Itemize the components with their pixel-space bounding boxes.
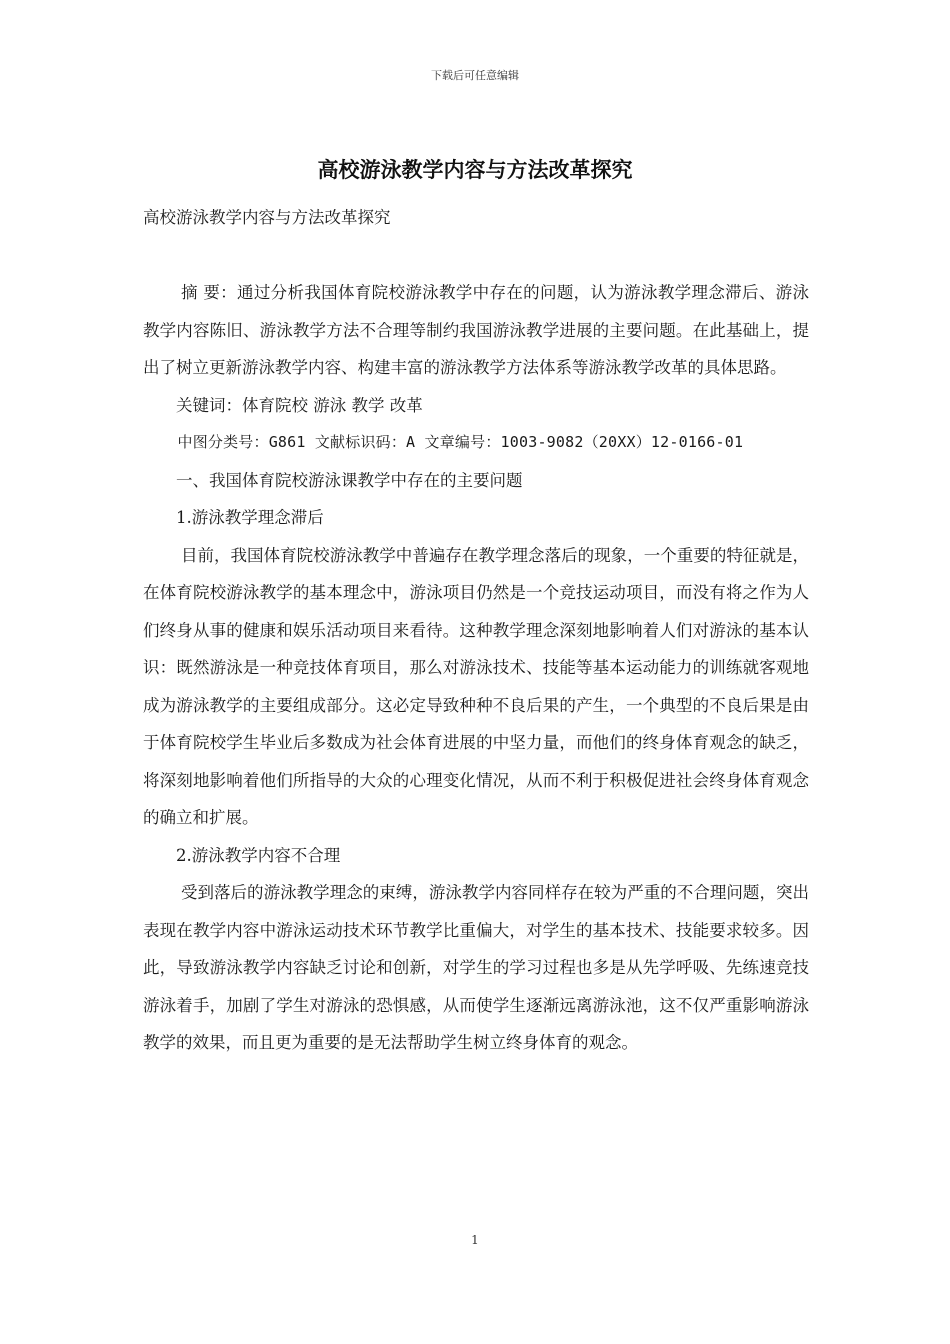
classification-line: 中图分类号：G861 文献标识码：A 文章编号：1003-9082（20XX）12-0166-01 [177,433,744,451]
subsection-body-1: 目前，我国体育院校游泳教学中普遍存在教学理念落后的现象，一个重要的特征就是，在体育院校游泳教学的基本理念中，游泳项目仍然是一个竞技运动项目，而没有将之作为人们终身从事的健康和娱乐活动项目来看待。这种教学理念深刻地影响着人们对游泳的基本认识：既然游泳是一种竞技体育项目，那么对游泳技术、技能等基本运动能力的训练就客观地成为游泳教学的主要组成部分。这必定导致种种不良后果的产生，一个典型的不良后果是由于体育院校学生毕业后多数成为社会体育进展的中坚力量，而他们的终身体育观念的缺乏，将深刻地影响着他们所指导的大众的心理变化情况，从而不利于积极促进社会终身体育观念的确立和扩展。 [143,545,809,827]
subsection-body-2: 受到落后的游泳教学理念的束缚，游泳教学内容同样存在较为严重的不合理问题，突出表现在教学内容中游泳运动技术环节教学比重偏大，对学生的基本技术、技能要求较多。因此，导致游泳教学内容缺乏讨论和创新，对学生的学习过程也多是从先学呼吸、先练速竞技游泳着手，加剧了学生对游泳的恐惧感，从而使学生逐渐远离游泳池，这不仅严重影响游泳教学的效果，而且更为重要的是无法帮助学生树立终身体育的观念。 [143,883,809,1052]
blank-line [143,237,809,275]
abstract-paragraph: 摘 要：通过分析我国体育院校游泳教学中存在的问题，认为游泳教学理念滞后、游泳教学内容陈旧、游泳教学方法不合理等制约我国游泳教学进展的主要问题。在此基础上，提出了树立更新游泳教学内容、构建丰富的游泳教学方法体系等游泳教学改革的具体思路。 [143,283,809,377]
subsection-heading-1: 1.游泳教学理念滞后 [176,508,324,527]
header-note: 下载后可任意编辑 [431,69,519,82]
subsection-heading-2: 2.游泳教学内容不合理 [176,845,341,865]
document-title: 高校游泳教学内容与方法改革探究 [317,157,633,182]
keywords-line: 关键词：体育院校 游泳 教学 改革 [176,395,423,415]
page-number: 1 [471,1233,479,1247]
document-subtitle: 高校游泳教学内容与方法改革探究 [143,208,391,227]
document-body [143,199,809,1062]
section-heading: 一、我国体育院校游泳课教学中存在的主要问题 [176,470,523,490]
